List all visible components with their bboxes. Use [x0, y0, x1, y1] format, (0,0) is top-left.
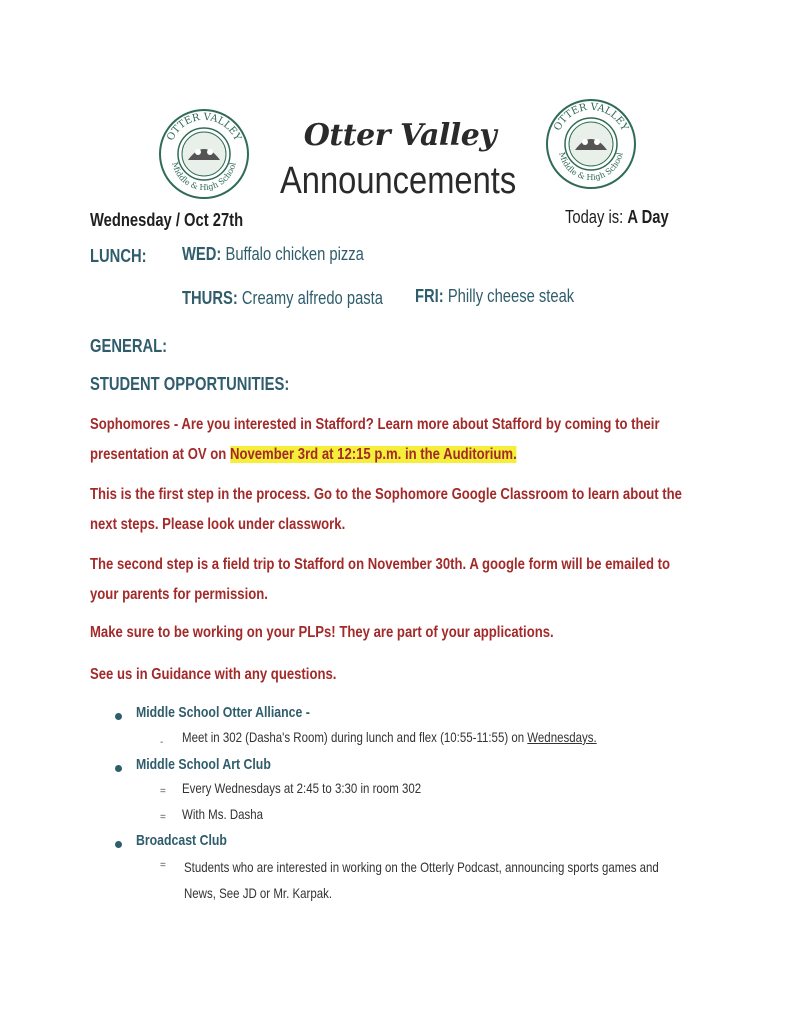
- school-logo-left: [158, 108, 250, 200]
- today-row: [565, 207, 669, 228]
- lunch-fri-value: Philly cheese steak: [447, 286, 575, 306]
- paragraph-line: The second step is a field trip to Stafford on November 30th. A google form will be emailed to: [90, 556, 671, 573]
- club-title: Middle School Art Club: [136, 756, 271, 773]
- svg-text:OTTER VALLEY: OTTER VALLEY: [165, 111, 243, 143]
- lunch-thurs: [182, 288, 383, 309]
- paragraph-text: presentation at OV on: [90, 446, 230, 463]
- bullet-icon: [115, 713, 122, 720]
- paragraph-stafford: [90, 410, 660, 470]
- club-detail: [184, 854, 659, 906]
- lunch-label: LUNCH:: [90, 246, 147, 266]
- club-detail-text: Meet in 302 (Dasha's Room) during lunch and flex (10:55-11:55) on: [182, 729, 528, 745]
- lunch-fri-label: FRI:: [415, 286, 444, 306]
- club-detail: With Ms. Dasha: [182, 806, 264, 822]
- club-detail-line: News, See JD or Mr. Karpak.: [184, 885, 333, 901]
- today-label: Today is:: [565, 207, 624, 227]
- lunch-fri: [415, 286, 574, 307]
- paragraph-plps: Make sure to be working on your PLPs! They are part of your applications.: [90, 624, 554, 641]
- today-value: A Day: [627, 207, 669, 227]
- club-title: Broadcast Club: [136, 832, 227, 849]
- paragraph-first-step: [90, 480, 682, 540]
- date-label: Wednesday / Oct 27th: [90, 210, 244, 230]
- paragraph-line: Sophomores - Are you interested in Stafford? Learn more about Stafford by coming to their: [90, 416, 660, 433]
- title-script: Otter Valley: [303, 118, 497, 153]
- paragraph-second-step: [90, 550, 670, 610]
- svg-text:Middle & High School: Middle & High School: [170, 161, 238, 193]
- page-title: Announcements: [280, 160, 517, 202]
- paragraph-line: This is the first step in the process. Go to the Sophomore Google Classroom to learn about the: [90, 486, 682, 503]
- general-label: GENERAL:: [90, 336, 168, 356]
- lunch-wed: [182, 244, 364, 265]
- paragraph-line: next steps. Please look under classwork.: [90, 516, 346, 533]
- opportunities-label: STUDENT OPPORTUNITIES:: [90, 374, 290, 394]
- bullet-icon: [115, 841, 122, 848]
- dash-icon: =: [160, 786, 166, 797]
- dash-icon: -: [160, 737, 164, 748]
- lunch-wed-value: Buffalo chicken pizza: [225, 244, 364, 264]
- highlighted-date: November 3rd at 12:15 p.m. in the Auditorium.: [229, 446, 517, 463]
- lunch-thurs-label: THURS:: [182, 288, 238, 308]
- svg-text:Middle & High School: Middle & High School: [557, 151, 625, 183]
- club-detail: [182, 729, 597, 745]
- club-detail-line: Students who are interested in working on the Otterly Podcast, announcing sports games and: [184, 859, 659, 875]
- bullet-icon: [115, 765, 122, 772]
- dash-icon: =: [160, 812, 166, 823]
- club-title: Middle School Otter Alliance -: [136, 704, 310, 721]
- school-logo-right: [545, 98, 637, 190]
- svg-text:OTTER VALLEY: OTTER VALLEY: [552, 101, 630, 133]
- paragraph-line: [90, 440, 660, 470]
- dash-icon: =: [160, 860, 166, 871]
- paragraph-line: your parents for permission.: [90, 586, 268, 603]
- club-detail: Every Wednesdays at 2:45 to 3:30 in room 302: [182, 780, 422, 796]
- lunch-wed-label: WED:: [182, 244, 222, 264]
- paragraph-guidance: See us in Guidance with any questions.: [90, 666, 337, 683]
- lunch-thurs-value: Creamy alfredo pasta: [241, 288, 383, 308]
- wednesdays-link[interactable]: Wednesdays.: [527, 729, 597, 745]
